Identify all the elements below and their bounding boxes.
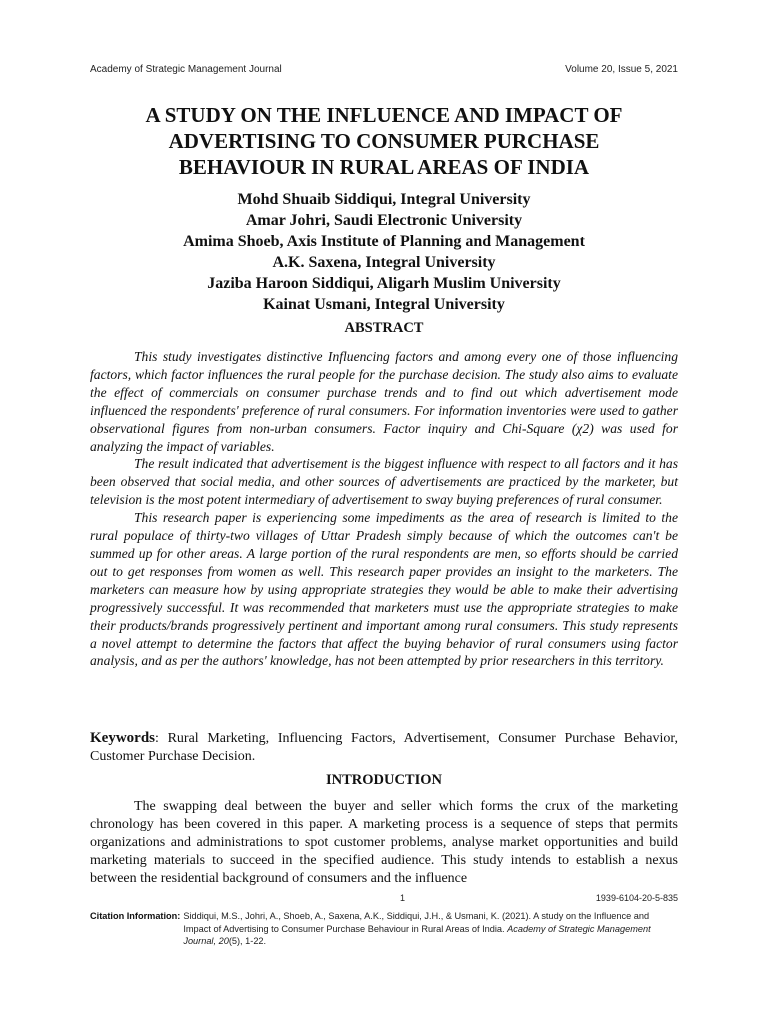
abstract-body — [90, 348, 678, 670]
introduction-heading: INTRODUCTION — [325, 772, 442, 788]
author-line: A.K. Saxena, Integral University — [272, 254, 496, 271]
keywords-label: Keywords — [90, 730, 155, 746]
citation-text — [183, 910, 676, 948]
title-line: A STUDY ON THE INFLUENCE AND IMPACT OF — [145, 103, 623, 127]
author-line: Amar Johri, Saudi Electronic University — [245, 212, 523, 229]
citation-information — [90, 910, 676, 948]
title-line: ADVERTISING TO CONSUMER PURCHASE — [168, 129, 600, 153]
citation-main: Siddiqui, M.S., Johri, A., Shoeb, A., Saxena, A.K., Siddiqui, J.H., & Usmani, K. (2021). A study on the Influence and Impact of Advertising to Consumer Purchase Behaviour in Rural Areas of India. — [183, 911, 650, 934]
citation-issue: (5), 1-22. — [228, 936, 267, 946]
abstract-paragraph: This study investigates distinctive Influencing factors and among every one of those influencing factors, which factor influences the rural people for the purchase decision. The study also aims to evaluate the effect of commercials on consumer purchase trends and to find out which advertisement mode influenced the respondents' preference of rural consumers. For information inventories were used to gather observational figures from non-urban consumers. Factor inquiry and Chi-Square (χ2) was used for analyzing the impact of variables. — [90, 349, 678, 454]
title-line: BEHAVIOUR IN RURAL AREAS OF INDIA — [178, 155, 590, 179]
article-id: 1939-6104-20-5-835 — [595, 893, 678, 903]
citation-label: Citation Information: — [90, 911, 181, 921]
keywords-text: : Rural Marketing, Influencing Factors, Advertisement, Consumer Purchase Behavior, Customer Purchase Decision. — [90, 731, 678, 764]
author-line: Amima Shoeb, Axis Institute of Planning and Management — [183, 233, 585, 250]
journal-name: Academy of Strategic Management Journal — [90, 64, 282, 75]
introduction-paragraph: The swapping deal between the buyer and seller which forms the crux of the marketing chronology has been covered in this paper. A marketing process is a sequence of steps that permits organizations and administrations to spot customer problems, analyse market opportunities and build marketing materials to succeed in the specified audience. This study intends to establish a nexus between the residential background of consumers and the influence — [90, 799, 678, 887]
author-line: Jaziba Haroon Siddiqui, Aligarh Muslim University — [207, 275, 561, 292]
citation-journal: Academy of Strategic Management Journal, 20 — [183, 923, 651, 946]
author-line: Mohd Shuaib Siddiqui, Integral University — [237, 191, 531, 208]
keywords — [90, 729, 678, 766]
author-list — [80, 189, 688, 315]
volume-issue: Volume 20, Issue 5, 2021 — [565, 64, 678, 75]
author-line: Kainat Usmani, Integral University — [263, 296, 505, 313]
abstract-paragraph: The result indicated that advertisement is the biggest influence with respect to all factors and it has been observed that social media, and other sources of advertisements are practiced by the marketer, but television is the most potent intermediary of advertisement to sway buying preferences of rural consumer. — [90, 456, 678, 508]
abstract-heading: ABSTRACT — [344, 320, 424, 336]
running-header — [90, 64, 678, 75]
paper-title — [90, 102, 678, 180]
abstract-paragraph: This research paper is experiencing some impediments as the area of research is limited to the rural populace of thirty-two villages of Uttar Pradesh simply because of which the outcomes can't be summed up for other areas. A large portion of the rural respondents are men, so efforts should be carried out to get responses from women as well. This research paper provides an insight to the marketers. The marketers can measure how by using appropriate strategies they would be able to make their advertising progressively successful. It was recommended that marketers must use the appropriate strategies to make their products/brands progressively pertinent and important among rural consumers. This study represents a novel attempt to determine the factors that affect the buying behavior of rural consumers using factor analysis, and as per the authors' knowledge, has not been attempted by prior researchers in this territory. — [90, 510, 678, 669]
page-number: 1 — [400, 893, 406, 903]
